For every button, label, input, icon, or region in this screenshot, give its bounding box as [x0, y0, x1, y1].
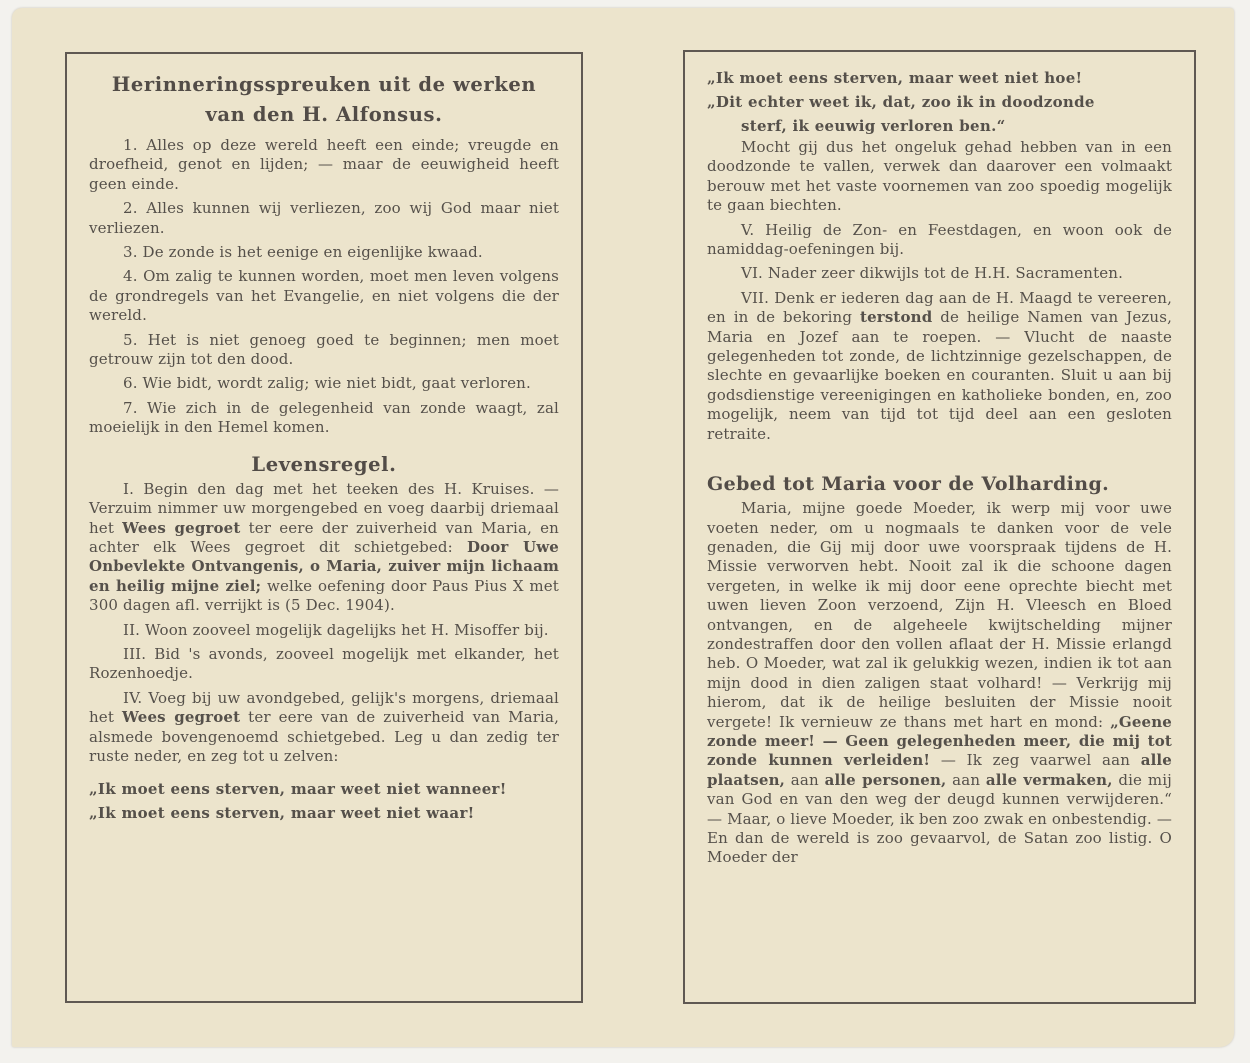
prayer-emphasis-persons: alle personen,: [824, 770, 947, 789]
quote-mortal-sin-cont: sterf, ik eeuwig verloren ben.“: [741, 117, 1006, 135]
saying-4: 4. Om zalig te kunnen worden, moet men leven volgens de grondregels van het Evangelie, en niet volgens die der wereld.: [89, 267, 559, 325]
rule-III: III. Bid 's avonds, zooveel mogelijk met elkander, het Rozenhoedje.: [89, 644, 559, 683]
saying-3: 3. De zonde is het eenige en eigenlijke kwaad.: [123, 243, 483, 262]
rule-VII-emphasis: terstond: [860, 308, 933, 327]
saying-6: 6. Wie bidt, wordt zalig; wie niet bidt, gaat verloren.: [123, 374, 531, 393]
rule-IV-text: IV. Voeg bij uw avondgebed, gelijk's morgens, driemaal het: [89, 688, 559, 727]
prayer-text: [707, 499, 1172, 868]
rule-V: V. Heilig de Zon- en Feestdagen, en woon ook de namiddag-oefeningen bij.: [707, 220, 1172, 259]
quote-how: „Ik moet eens sterven, maar weet niet hoe!: [707, 69, 1083, 87]
prayer-text-2: — Ik zeg vaarwel aan: [930, 751, 1141, 770]
life-rule-title: Levensregel.: [251, 452, 397, 476]
saying-1: 1. Alles op deze wereld heeft een einde; vreugde en droefheid, genot en lijden; — maar de eeuwigheid heeft geen einde.: [89, 136, 559, 193]
rule-IV-text-2: ter eere van de zuiverheid van Maria, alsmede bovengenoemd schietgebed. Leg u dan zedig ter ruste neder, en zeg tot u zelven:: [89, 708, 560, 765]
right-page: [683, 50, 1196, 1004]
rule-VII-text: VII. Denk er iederen dag aan de H. Maagd te vereeren, en in de bekoring: [707, 288, 1172, 327]
paragraph-confession: Mocht gij dus het ongeluk gehad hebben van in een doodzonde te vallen, verwek dan daarover een volmaakt berouw met het vaste voornemen van zoo spoedig mogelijk te gaan biechten.: [707, 138, 1172, 215]
saying-7: 7. Wie zich in de gelegenheid van zonde waagt, zal moeielijk in den Hemel komen.: [89, 398, 559, 437]
saying-5: 5. Het is niet genoeg goed te beginnen; men moet getrouw zijn tot den dood.: [89, 330, 559, 369]
rule-I-emphasis: Wees gegroet: [122, 518, 241, 537]
rule-II: II. Woon zooveel mogelijk dagelijks het H. Misoffer bij.: [123, 620, 549, 639]
rule-IV-emphasis: Wees gegroet: [122, 708, 241, 727]
prayer-text-5: die mij van God en van den weg der deugd kunnen verwijderen.“ — Maar, o lieve Moeder, ik ben zoo zwak en onbestendig. — En dan de wereld is zoo gevaarvol, de Satan zoo listig. O Moeder der: [707, 770, 1172, 867]
quote-where: „Ik moet eens sterven, maar weet niet waar!: [89, 804, 475, 823]
rule-VI: VI. Nader zeer dikwijls tot de H.H. Sacramenten.: [741, 264, 1124, 283]
paper-card: [12, 8, 1234, 1047]
rule-IV: [89, 689, 559, 767]
prayer-title: Gebed tot Maria voor de Volharding.: [707, 473, 1110, 496]
prayer-resolution: „Geene zonde meer! — Geen gelegenheden meer, die mij tot zonde kunnen verleiden!: [707, 712, 1172, 770]
rule-I-text-2: ter eere der zuiverheid van Maria, en achter elk Wees gegroet dit schietgebed:: [89, 518, 559, 556]
quote-mortal-sin: „Dit echter weet ik, dat, zoo ik in doodzonde: [707, 93, 1095, 111]
prayer-text-1: Maria, mijne goede Moeder, ik werp mij voor uwe voeten neder, om u nogmaals te danken voor de vele genaden, die Gij mij door uwe voorspraak tijdens de H. Missie verworven hebt. Nooit zal ik die schoone dagen vergeten, in welke ik mij door eene oprechte biecht met uwen lieven Zoon verzoend, Zijn H. Vleesch en Bloed ontvangen, en de algeheele kwijtschelding mijner zondestraffen door den vollen aflaat der H. Missie erlangd heb. O Moeder, wat zal ik gelukkig wezen, indien ik tot aan mijn dood in dien zaligen staat volhard! — Verkrijg mij hierom, dat ik de heilige besluiten der Missie nooit vergete! Ik vernieuw ze thans met hart en mond:: [707, 499, 1172, 731]
rule-I-text: I. Begin den dag met het teeken des H. Kruises. — Verzuim nimmer uw morgengebed en voeg daarbij driemaal het: [89, 479, 559, 537]
prayer-emphasis-pleasures: alle vermaken,: [985, 770, 1113, 789]
rule-VII: [707, 289, 1172, 444]
prayer-text-4: aan: [946, 770, 986, 789]
rule-I-prayer: Door Uwe Onbevlekte Ontvangenis, o Maria, zuiver mijn lichaam en heilig mijne ziel;: [89, 537, 560, 595]
quote-when: „Ik moet eens sterven, maar weet niet wanneer!: [89, 780, 507, 799]
rule-I-text-3: welke oefening door Paus Pius X met 300 dagen afl. verrijkt is (5 Dec. 1904).: [89, 576, 559, 615]
prayer-emphasis-places: alle plaatsen,: [707, 751, 1172, 789]
prayer-text-3: aan: [785, 770, 825, 789]
left-page: [65, 52, 583, 1003]
saying-2: 2. Alles kunnen wij verliezen, zoo wij God maar niet verliezen.: [89, 199, 559, 237]
sayings-title: Herinneringsspreuken uit de werken van den H. Alfonsus.: [111, 73, 537, 126]
rule-I: [89, 480, 559, 616]
rule-VII-text-2: de heilige Namen van Jezus, Maria en Jozef aan te roepen. — Vlucht de naaste gelegenheden tot zonde, de lichtzinnige gezelschappen, de slechte en gevaarlijke boeken en couranten. Sluit u aan bij godsdienstige vereenigingen en katholieke bonden, en, zoo mogelijk, neem van tijd tot tijd deel aan een gesloten retraite.: [707, 308, 1173, 443]
